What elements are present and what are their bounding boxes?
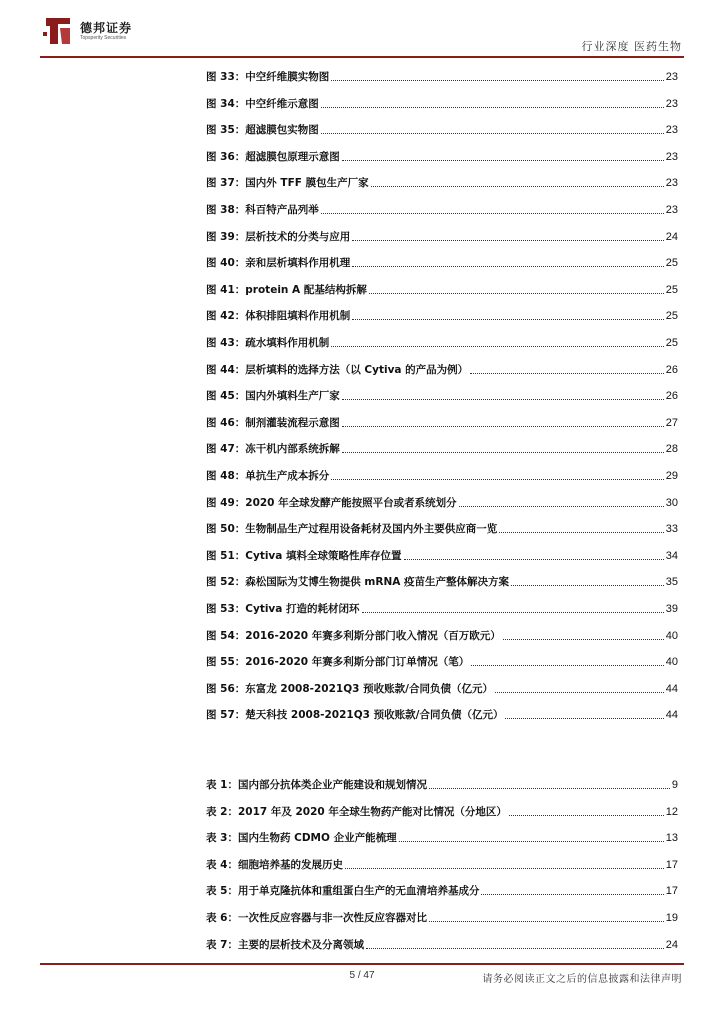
toc-entry-page: 25 [665, 257, 678, 270]
toc-entry-page: 29 [665, 470, 678, 482]
toc-figure-entry[interactable] [206, 174, 678, 190]
toc-figure-entry[interactable] [206, 95, 678, 111]
brand-name-en: Topsperity Securities [80, 34, 127, 41]
toc-figure-entry[interactable] [206, 706, 678, 722]
toc-entry-label: 图 51：Cytiva 填料全球策略性库存位置 [206, 549, 402, 562]
toc-entry-label: 图 47：冻干机内部系统拆解 [206, 443, 340, 456]
toc-dot-leader [321, 132, 664, 134]
report-section: 行业深度 医药生物 [581, 40, 682, 53]
toc-dot-leader [371, 185, 664, 187]
toc-dot-leader [331, 79, 663, 81]
toc-figure-entry[interactable] [206, 201, 678, 217]
footer-disclaimer: 请务必阅读正文之后的信息披露和法律声明 [482, 974, 682, 985]
toc-entry-label: 图 56：东富龙 2008-2021Q3 预收账款/合同负债（亿元） [206, 682, 493, 695]
header-rule [40, 56, 684, 58]
toc-figure-entry[interactable] [206, 573, 678, 589]
toc-entry-label: 图 53：Cytiva 打造的耗材闭环 [206, 603, 360, 615]
toc-entry-label: 图 57：楚天科技 2008-2021Q3 预收账款/合同负债（亿元） [206, 709, 504, 722]
toc-entry-page: 25 [665, 310, 678, 323]
toc-dot-leader [321, 106, 664, 108]
toc-figure-entry[interactable] [206, 148, 678, 164]
toc-figure-entry[interactable] [206, 520, 678, 536]
toc-entry-label: 图 33：中空纤维膜实物图 [206, 71, 330, 83]
toc-dot-leader [362, 611, 664, 613]
toc-dot-leader [352, 265, 663, 267]
toc-entry-page: 40 [665, 656, 678, 669]
toc-dot-leader [404, 558, 664, 560]
toc-dot-leader [345, 867, 664, 869]
toc-entry-label: 图 41：protein A 配基结构拆解 [206, 283, 367, 296]
toc-entry-label: 图 49：2020 年全球发酵产能按照平台或者系统划分 [206, 496, 457, 509]
brand-logo-icon [40, 14, 76, 48]
toc-entry-page: 26 [665, 363, 678, 376]
toc-entry-label: 图 42：体积排阻填料作用机制 [206, 310, 351, 323]
toc-entry-page: 23 [665, 71, 678, 83]
toc-dot-leader [481, 893, 663, 895]
toc-table-entry[interactable] [206, 856, 678, 872]
toc-dot-leader [459, 505, 664, 507]
toc-entry-label: 图 55：2016-2020 年赛多利斯分部门订单情况（笔） [206, 656, 470, 669]
toc-entry-label: 图 54：2016-2020 年赛多利斯分部门收入情况（百万欧元） [206, 629, 501, 642]
toc-entry-page: 33 [665, 523, 678, 536]
toc-entry-label: 图 35：超滤膜包实物图 [206, 124, 319, 137]
toc-figure-entry[interactable] [206, 121, 678, 137]
toc-figure-entry[interactable] [206, 281, 678, 297]
toc-entry-page: 17 [665, 885, 678, 898]
toc-entry-label: 图 36：超滤膜包原理示意图 [206, 150, 340, 163]
toc-entry-page: 23 [665, 97, 678, 110]
toc-dot-leader [511, 584, 664, 586]
toc-entry-page: 27 [665, 416, 678, 429]
toc-dot-leader [331, 478, 663, 480]
toc-entry-page: 19 [665, 912, 678, 924]
toc-entry-page: 40 [665, 629, 678, 642]
toc-entry-label: 图 52：森松国际为艾博生物提供 mRNA 疫苗生产整体解决方案 [206, 576, 510, 589]
toc-table-entry[interactable] [206, 776, 678, 792]
toc-dot-leader [352, 318, 663, 320]
toc-dot-leader [429, 920, 664, 922]
toc-entry-page: 30 [665, 496, 678, 509]
toc-entry-label: 图 39：层析技术的分类与应用 [206, 230, 351, 243]
toc-entry-label: 表 7：主要的层析技术及分离领域 [206, 938, 364, 951]
toc-dot-leader [342, 425, 664, 427]
page-number: 5 / 47 [349, 970, 375, 981]
toc-table-entry[interactable] [206, 829, 678, 845]
brand-logo [40, 14, 132, 48]
toc-entry-page: 26 [665, 390, 678, 403]
toc-entry-page: 35 [665, 576, 678, 589]
toc-figure-entry[interactable] [206, 228, 678, 244]
toc-dot-leader [503, 638, 664, 640]
toc-dot-leader [509, 814, 664, 816]
toc-entry-label: 图 48：单抗生产成本拆分 [206, 470, 330, 482]
toc-table-entry[interactable] [206, 909, 678, 925]
toc-figure-entry[interactable] [206, 494, 678, 510]
brand-name-cn: 德邦证券 [80, 20, 133, 35]
toc-entry-label: 图 37：国内外 TFF 膜包生产厂家 [206, 177, 369, 190]
toc-entry-page: 23 [665, 150, 678, 163]
toc-entry-page: 44 [665, 709, 678, 722]
toc-table-entry[interactable] [206, 936, 678, 952]
toc-figure-entry[interactable] [206, 547, 678, 563]
toc-figure-entry[interactable] [206, 440, 678, 456]
toc-entry-label: 图 44：层析填料的选择方法（以 Cytiva 的产品为例） [206, 363, 469, 376]
toc-entry-page: 39 [665, 603, 678, 615]
toc-figure-entry[interactable] [206, 467, 678, 483]
toc-figure-entry[interactable] [206, 600, 678, 616]
toc-entry-page: 44 [665, 682, 678, 695]
toc-dot-leader [352, 239, 663, 241]
toc-figure-entry[interactable] [206, 254, 678, 270]
toc-entry-page: 23 [665, 204, 678, 216]
toc-entry-label: 表 2：2017 年及 2020 年全球生物药产能对比情况（分地区） [206, 805, 507, 818]
toc-entry-page: 34 [665, 549, 678, 562]
toc-figure-entry[interactable] [206, 334, 678, 350]
toc-entry-label: 图 43：疏水填料作用机制 [206, 337, 330, 349]
toc-figure-entry[interactable] [206, 307, 678, 323]
toc-entry-page: 25 [665, 283, 678, 296]
toc-entry-page: 9 [671, 779, 678, 791]
toc-figure-entry[interactable] [206, 653, 678, 669]
toc-dot-leader [470, 372, 664, 374]
toc-entry-label: 图 38：科百特产品列举 [206, 204, 319, 216]
toc-dot-leader [342, 398, 664, 400]
toc-figure-entry[interactable] [206, 627, 678, 643]
toc-entry-label: 表 1：国内部分抗体类企业产能建设和规划情况 [206, 779, 427, 791]
toc-entry-page: 28 [665, 443, 678, 456]
toc-entry-page: 23 [665, 124, 678, 137]
toc-figure-entry[interactable] [206, 680, 678, 696]
toc-entry-page: 13 [665, 832, 678, 845]
toc-dot-leader [495, 691, 664, 693]
toc-entry-page: 25 [665, 337, 678, 349]
toc-dot-leader [471, 664, 664, 666]
footer-rule [40, 963, 684, 965]
toc-entry-label: 表 5：用于单克隆抗体和重组蛋白生产的无血清培养基成分 [206, 885, 480, 898]
toc-dot-leader [505, 717, 663, 719]
toc-entry-page: 23 [665, 177, 678, 190]
toc-entry-page: 24 [665, 230, 678, 243]
toc-entry-label: 图 50：生物制品生产过程用设备耗材及国内外主要供应商一览 [206, 523, 498, 536]
toc-dot-leader [369, 292, 664, 294]
toc-entry-page: 12 [665, 805, 678, 818]
toc-figure-entry[interactable] [206, 361, 678, 377]
toc-figure-entry[interactable] [206, 68, 678, 84]
toc-dot-leader [399, 840, 664, 842]
toc-table-entry[interactable] [206, 803, 678, 819]
toc-entry-label: 图 34：中空纤维示意图 [206, 97, 319, 110]
toc-dot-leader [499, 531, 663, 533]
toc-dot-leader [342, 451, 664, 453]
toc-entry-page: 17 [665, 858, 678, 871]
toc-entry-label: 表 6：一次性反应容器与非一次性反应容器对比 [206, 912, 427, 924]
toc-entry-label: 图 45：国内外填料生产厂家 [206, 390, 340, 403]
toc-entry-label: 图 46：制剂灌装流程示意图 [206, 416, 340, 429]
toc-entry-label: 表 4：细胞培养基的发展历史 [206, 858, 343, 871]
toc-dot-leader [331, 345, 663, 347]
toc-dot-leader [429, 787, 670, 789]
toc-dot-leader [342, 159, 664, 161]
toc-dot-leader [321, 212, 664, 214]
toc-table-entry[interactable] [206, 882, 678, 898]
toc-figure-entry[interactable] [206, 414, 678, 430]
toc-figure-entry[interactable] [206, 387, 678, 403]
toc-entry-label: 表 3：国内生物药 CDMO 企业产能梳理 [206, 832, 397, 845]
toc-dot-leader [366, 947, 664, 949]
toc-entry-page: 24 [665, 938, 678, 951]
toc-entry-label: 图 40：亲和层析填料作用机理 [206, 257, 351, 270]
